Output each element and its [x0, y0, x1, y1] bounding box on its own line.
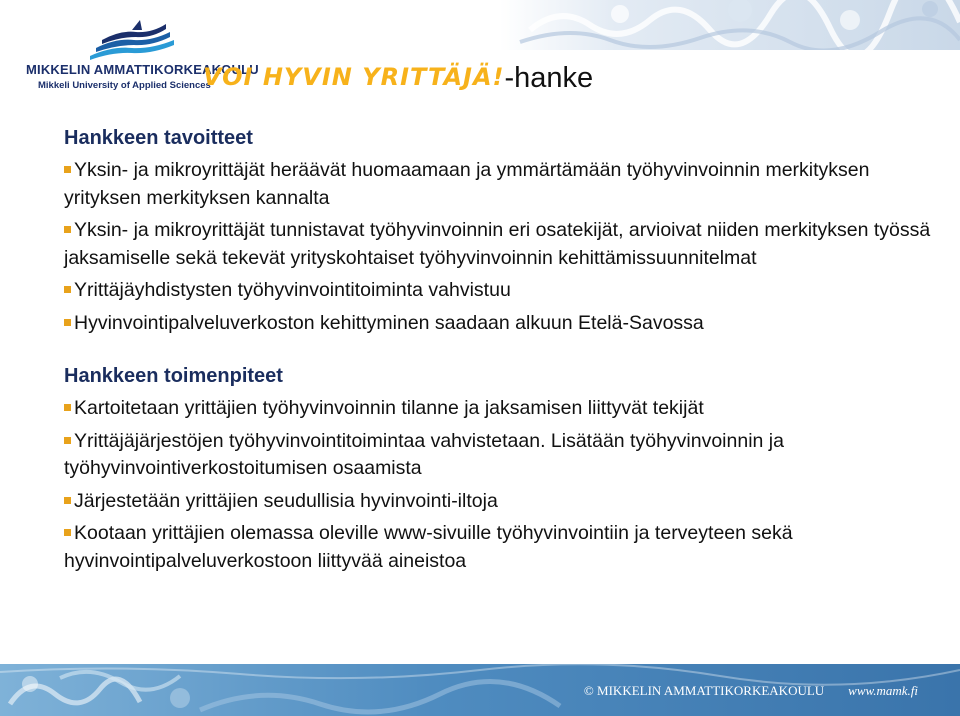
section-heading-actions: Hankkeen toimenpiteet: [64, 365, 283, 387]
bullet-square-icon: [64, 226, 71, 233]
logo-name: MIKKELIN AMMATTIKORKEAKOULU: [26, 62, 259, 77]
bullet-square-icon: [64, 437, 71, 444]
bullet-square-icon: [64, 404, 71, 411]
page-title: [203, 62, 593, 106]
logo-subtitle: Mikkeli University of Applied Sciences: [38, 80, 211, 91]
bullet-square-icon: [64, 319, 71, 326]
action-bullet: Järjestetään yrittäjien seudullisia hyvinvointi-iltoja: [64, 488, 944, 516]
project-brand-logo: VOI HYVIN YRITTÄJÄ!: [203, 63, 505, 91]
footer-url[interactable]: www.mamk.fi: [848, 683, 918, 698]
bullet-square-icon: [64, 529, 71, 536]
title-suffix: -hanke: [504, 62, 594, 94]
footer-text: [584, 683, 918, 699]
action-bullet: Yrittäjäjärjestöjen työhyvinvointitoimintaa vahvistetaan. Lisätään työhyvinvoinnin ja työhyvinvointiverkostoitumisen osaamista: [64, 429, 784, 479]
bullet-square-icon: [64, 497, 71, 504]
goal-bullet: Yksin- ja mikroyrittäjät tunnistavat työhyvinvoinnin eri osatekijät, arvioivat niiden merkityksen työssä jaksamiselle sekä tekevät yrityskohtaiset työhyvinvoinnin kehittämissuunnitelmat: [64, 219, 931, 269]
mamk-logo: [22, 18, 259, 93]
bullet-square-icon: [64, 286, 71, 293]
header-decoration: [500, 0, 960, 50]
logo-mark-icon: [82, 18, 182, 62]
bullet-square-icon: [64, 166, 71, 173]
goal-bullet: Yksin- ja mikroyrittäjät heräävät huomaamaan ja ymmärtämään työhyvinvoinnin merkityksen yrityksen merkityksen kannalta: [64, 159, 870, 209]
action-bullet: Kootaan yrittäjien olemassa oleville www-sivuille työhyvinvointiin ja terveyteen sekä hyvinvointipalveluverkostoon liittyvää aineistoa: [64, 522, 793, 572]
action-bullet: Kartoitetaan yrittäjien työhyvinvoinnin tilanne ja jaksamisen liittyvät tekijät: [64, 395, 944, 423]
section-heading-goals: Hankkeen tavoitteet: [64, 127, 253, 149]
goal-bullet: Hyvinvointipalveluverkoston kehittyminen saadaan alkuun Etelä-Savossa: [64, 310, 944, 338]
footer-copyright: © MIKKELIN AMMATTIKORKEAKOULU: [583, 683, 825, 698]
slide-content: [64, 124, 944, 575]
goal-bullet: Yrittäjäyhdistysten työhyvinvointitoiminta vahvistuu: [64, 277, 944, 305]
